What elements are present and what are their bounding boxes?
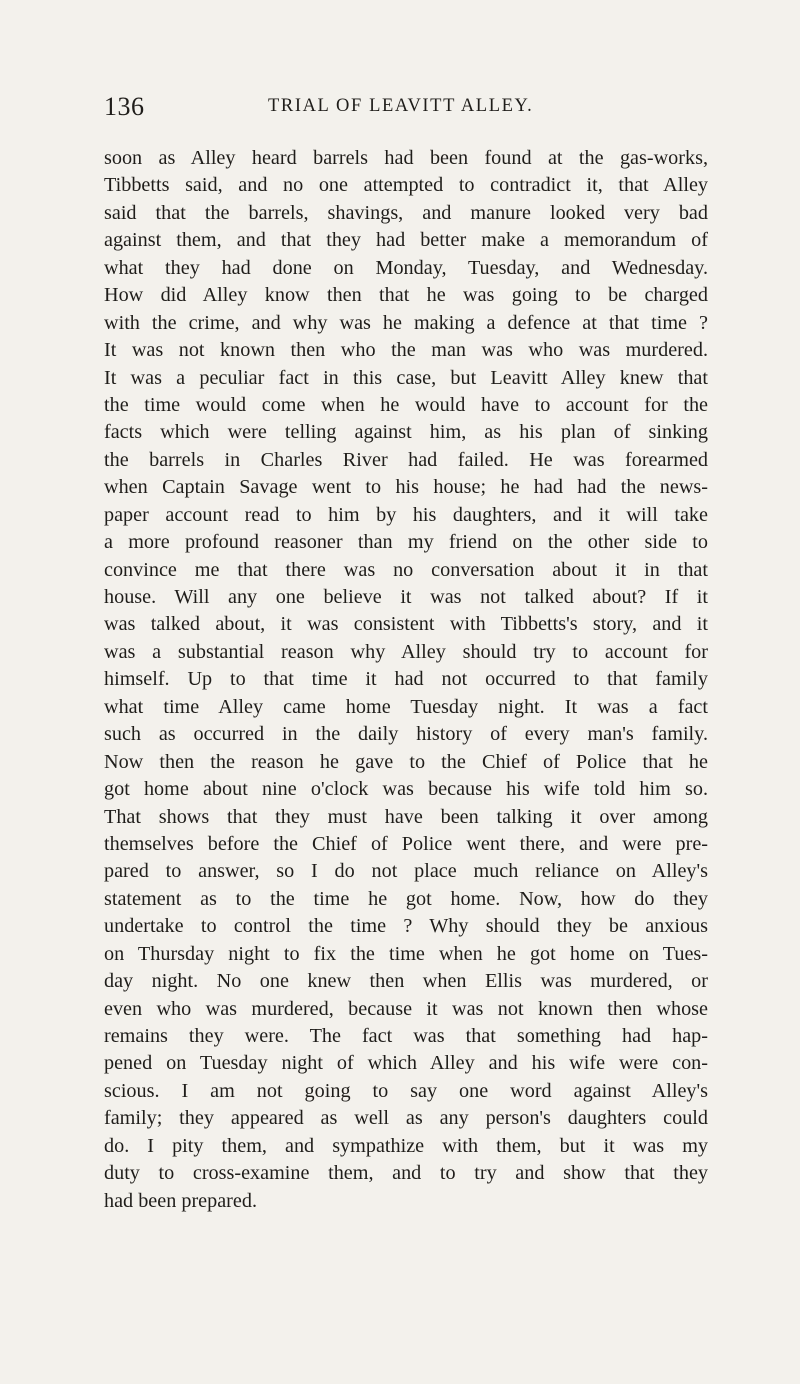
body-text <box>104 145 708 1215</box>
text-line: was talked about, it was consistent with Tibbetts's story, and it <box>104 613 708 636</box>
text-line: scious. I am not going to say one word against Alley's <box>104 1079 708 1102</box>
text-line: statement as to the time he got home. Now, how do they <box>104 887 708 910</box>
text-line: family; they appeared as well as any person's daughters could <box>104 1107 708 1130</box>
text-line: even who was murdered, because it was not known then whose <box>104 997 708 1020</box>
text-line: facts which were telling against him, as his plan of sinking <box>104 421 708 444</box>
page-number: 136 <box>104 92 145 121</box>
text-line: It was not known then who the man was who was murdered. <box>104 339 708 362</box>
text-line: paper account read to him by his daughters, and it will take <box>104 503 708 526</box>
text-line: said that the barrels, shavings, and manure looked very bad <box>104 201 708 224</box>
text-line: the time would come when he would have to account for the <box>104 393 708 416</box>
text-line: do. I pity them, and sympathize with them, but it was my <box>104 1134 708 1157</box>
text-line: such as occurred in the daily history of every man's family. <box>104 723 708 746</box>
running-title: TRIAL OF LEAVITT ALLEY. <box>268 96 534 116</box>
text-line: when Captain Savage went to his house; he had had the news- <box>104 476 708 499</box>
text-line: with the crime, and why was he making a defence at that time ? <box>104 311 708 334</box>
text-line: what they had done on Monday, Tuesday, and Wednesday. <box>104 256 708 279</box>
text-line: himself. Up to that time it had not occurred to that family <box>104 668 708 691</box>
text-line: on Thursday night to fix the time when he got home on Tues- <box>104 942 708 965</box>
text-line: That shows that they must have been talking it over among <box>104 805 708 828</box>
text-line: soon as Alley heard barrels had been found at the gas-works, <box>104 147 708 169</box>
text-line: themselves before the Chief of Police went there, and were pre- <box>104 832 708 855</box>
text-line: had been prepared. <box>104 1189 258 1212</box>
text-line: what time Alley came home Tuesday night. It was a fact <box>104 695 708 718</box>
text-line: house. Will any one believe it was not talked about? If it <box>104 586 708 608</box>
text-line: It was a peculiar fact in this case, but Leavitt Alley knew that <box>104 366 708 389</box>
text-line: pared to answer, so I do not place much reliance on Alley's <box>104 860 708 883</box>
text-line: convince me that there was no conversation about it in that <box>104 558 708 581</box>
text-line: the barrels in Charles River had failed. He was forearmed <box>104 448 708 471</box>
text-line: was a substantial reason why Alley should try to account for <box>104 640 708 663</box>
text-line: How did Alley know then that he was going to be charged <box>104 284 708 307</box>
text-line: duty to cross-examine them, and to try and show that they <box>104 1162 708 1185</box>
text-line: got home about nine o'clock was because his wife told him so. <box>104 778 708 801</box>
text-line: remains they were. The fact was that something had hap- <box>104 1025 708 1047</box>
text-line: a more profound reasoner than my friend on the other side to <box>104 531 708 554</box>
text-line: pened on Tuesday night of which Alley and his wife were con- <box>104 1052 708 1075</box>
text-line: day night. No one knew then when Ellis was murdered, or <box>104 970 708 993</box>
running-head <box>104 92 708 124</box>
text-line: undertake to control the time ? Why should they be anxious <box>104 915 708 938</box>
text-line: Now then the reason he gave to the Chief of Police that he <box>104 750 708 773</box>
text-line: Tibbetts said, and no one attempted to contradict it, that Alley <box>104 174 708 197</box>
text-line: against them, and that they had better make a memorandum of <box>104 229 708 252</box>
